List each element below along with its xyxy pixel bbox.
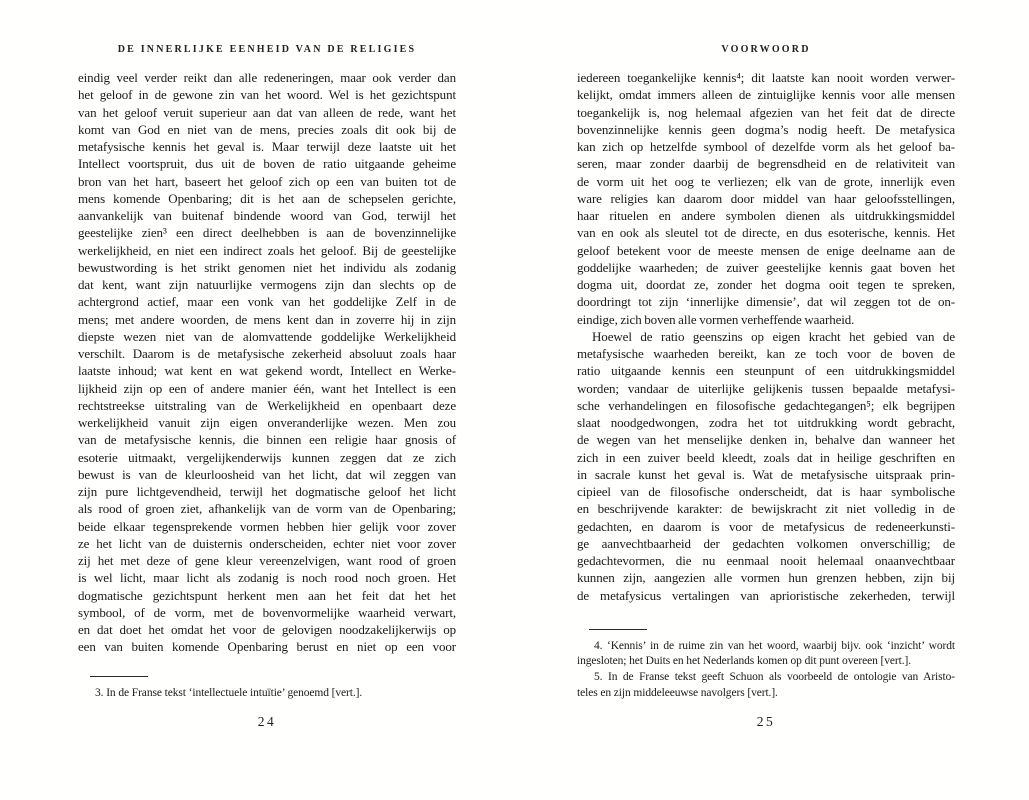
text-line: de vorm uit het oog te verliezen; elk van de grote, innerlijk even — [577, 173, 955, 189]
text-line: gedachtevormen, die nu eenmaal nooit helemaal onaanvechtbaar — [577, 553, 955, 568]
text-line: werkelijkheid vanuit zijn eigen onveranderlijke wezen. Men zou — [78, 415, 456, 430]
text-line: eindige, zich boven alle vormen verheffende waarheid. — [577, 311, 855, 327]
text-line: geestelijke zien³ een direct deelhebben is aan de bovenzinnelijke — [78, 225, 456, 241]
text-line: bewust is van de kleurloosheid van het licht, dat wil zeggen van — [78, 466, 456, 482]
text-line: het geloof in de gewone zin van het woord. Wel is het gezichtspunt — [78, 87, 456, 103]
text-line: bewustwording is het strikt genomen niet het individu als zodanig — [78, 259, 456, 275]
text-line: rechtstreekse uitstraling van de Werkelijkheid en openbaart deze — [78, 397, 456, 413]
text-line: ze het licht van de duisternis onderscheiden, echter niet voor zover — [78, 535, 456, 551]
text-line: esoterie uitmaakt, vergelijkenderwijs kunnen zeggen dat ze zich — [78, 449, 456, 465]
text-line: slaat noodgedwongen, zodra het tot uitdrukking wordt gebracht, — [577, 415, 955, 430]
text-line: aanvankelijk van buitenaf bindende woord van God, terwijl het — [78, 208, 456, 223]
page-number-right: 25 — [756, 714, 776, 729]
text-line: gedachten, en daarom is voor de metafysicus de redeneerkunsti- — [577, 518, 955, 534]
text-line: ge aanvechtbaarheid der gedachten volkomen onverschillig; de — [577, 535, 955, 551]
text-line: teles en zijn middeleeuwse navolgers [vert.]. — [577, 686, 778, 699]
text-line: diepste wezen niet van de alomvattende goddelijke Werkelijkheid — [78, 328, 456, 344]
text-line: laatste inhoud; wat kent en wat gekend wordt, Intellect en Werke- — [78, 363, 456, 379]
text-line: toegankelijk is, nog helemaal afgezien van het feit dat de directe — [577, 104, 955, 120]
running-header-right: VOORWOORD — [721, 44, 811, 55]
text-line: een van buiten komende Openbaring berust en niet op een voor — [78, 639, 456, 655]
text-line: in sacrale kunst het geval is. Wat de metafysische uitspraak prin- — [577, 466, 955, 482]
text-line: dogmatische gezichtspunt herkent men aan het feit dat het het — [78, 587, 456, 603]
text-line: ware religies kan daarom door middel van haar geloofsstellingen, — [577, 190, 955, 206]
text-line: bovenzinnelijke kennis geen dogma’s nodig heeft. De metafysica — [577, 121, 955, 137]
text-line: van en ook als sleutel tot de directe, en dus esoterische, kennis. Het — [577, 225, 955, 241]
text-line: komt van God en niet van de mens, precies zoals dit ook bij de — [78, 121, 456, 137]
text-line: dogma uit, doordat ze, zonder het dogma ooit tegen te spreken, — [577, 277, 955, 292]
text-line: 3. In de Franse tekst ‘intellectuele intuïtie’ genoemd [vert.]. — [95, 686, 363, 699]
text-line: de wegen van het menselijke denken in, behalve dan wanneer het — [577, 432, 955, 448]
footnotes-right — [577, 639, 955, 701]
text-line: cipieel van de filosofische onderscheidt, dat is haar symbolische — [577, 484, 955, 499]
text-line: is wel licht, maar licht als zodanig is noch rood noch groen. Het — [78, 570, 456, 586]
text-line: goddelijke waarheden; de zuiver geestelijke kennis gaat boven het — [577, 259, 955, 275]
text-line: bron van het hart, baseert het geloof zich op een van buiten tot de — [78, 173, 456, 189]
text-line: dat kent, want zijn natuurlijke vermogens zijn dan slechts op de — [78, 277, 456, 292]
body-text-left — [78, 69, 456, 656]
text-line: 4. ‘Kennis’ in de ruime zin van het woord, waarbij bijv. ook ‘inzicht’ wordt — [594, 639, 955, 652]
text-line: symbool, of de vorm, met de bovenvormelijke waarheid verwart, — [78, 604, 456, 620]
text-line: van de metafysische kennis, die binnen een religie haar gnosis of — [78, 432, 456, 448]
text-line: achtergrond actief, maar een vonk van het goddelijke Zelf in de — [78, 294, 456, 310]
footnote-rule-left — [90, 676, 148, 677]
text-line: geloof betekent voor de meeste mensen de enige deelname aan de — [577, 242, 955, 258]
text-line: verschilt. Daarom is de metafysische zekerheid absoluut zoals haar — [78, 346, 456, 361]
text-line: doordringt tot zijn ‘innerlijke dimensie’, dat wil zeggen tot de on- — [577, 294, 955, 310]
text-line: zich in een zuiver beeld kleedt, zoals dat in heilige geschriften en — [577, 449, 955, 465]
text-line: als rood of groen ziet, afhankelijk van de vorm van de Openbaring; — [78, 501, 456, 517]
running-header-left: DE INNERLIJKE EENHEID VAN DE RELIGIES — [117, 44, 417, 55]
text-line: en beschrijvende karakter: de bewijskracht zit niet volledig in de — [577, 501, 955, 517]
text-line: metafysische waarheden bereikt, kan ze toch voor de boven de — [577, 346, 955, 361]
page-right — [577, 0, 955, 800]
text-line: ingesloten; het Duits en het Nederlands komen op dit punt overeen [vert.]. — [577, 655, 911, 668]
footnotes-left — [78, 686, 456, 702]
text-line: van het geloof veruit superieur aan dat van alleen de rede, want het — [78, 104, 456, 120]
text-line: kelijkt, omdat immers alleen de zintuiglijke kennis voor alle mensen — [577, 87, 955, 103]
text-line: kunnen zijn, aangezien alle vormen hun grenzen hebben, zijn bij — [577, 570, 955, 586]
footnote-rule-right — [589, 629, 647, 630]
page-left — [78, 0, 456, 800]
text-line: ratio uitgaande kennis een steunpunt of een uitdrukkingsmiddel — [577, 363, 955, 379]
text-line: lijkheid zijn op een of andere manier één, want het Intellect is een — [78, 380, 456, 396]
body-text-right — [577, 69, 955, 604]
text-line: metafysische kennis het geval is. Maar terwijl deze laatste uit het — [78, 139, 456, 154]
text-line: eindig veel verder reikt dan alle redeneringen, maar ook verder dan — [78, 70, 456, 85]
text-line: Hoewel de ratio geenszins op eigen kracht het gebied van de — [592, 328, 955, 344]
text-line: 5. In de Franse tekst geeft Schuon als voorbeeld de ontologie van Aristo- — [594, 670, 955, 683]
text-line: sche verhandelingen en filosofische gedachtegangen⁵; elk begrijpen — [577, 397, 955, 413]
text-line: worden; vandaar de uiterlijke gelijkenis tussen bepaalde metafysi- — [577, 380, 955, 396]
text-line: de metafysicus vertalingen van aprioristische zekerheden, terwijl — [577, 587, 955, 603]
text-line: werkelijkheid, en niet een indirect zoals het geloof. Bij de geestelijke — [78, 242, 456, 258]
text-line: zij het met deze of gene kleur vereenzelvigen, want rood of groen — [78, 553, 456, 568]
text-line: haar rituelen en andere symbolen dienen als uitdrukkingsmiddel — [577, 208, 955, 223]
text-line: seren, maar zonder daarbij de begrensdheid en de relativiteit van — [577, 156, 955, 172]
page-number-left: 24 — [257, 714, 277, 729]
text-line: en dat doet het omdat het voor de gelovigen noodzakelijkerwijs op — [78, 622, 456, 637]
text-line: kan zich op hetzelfde symbool of dezelfde vorm als het geloof ba- — [577, 139, 955, 154]
text-line: mens; met andere woorden, de mens kent dan in zoverre hij in zijn — [78, 311, 456, 327]
text-line: zijn pure lichtgevendheid, terwijl het dogmatische geloof het licht — [78, 484, 456, 499]
text-line: Intellect voortspruit, dus uit de boven de ratio uitgaande geheime — [78, 156, 456, 172]
text-line: beide elkaar tegensprekende vormen hebben hier gelijk voor zover — [78, 518, 456, 534]
text-line: iedereen toegankelijke kennis⁴; dit laatste kan nooit worden verwer- — [577, 70, 955, 85]
text-line: mens komende Openbaring; dit is het aan de schepselen gerichte, — [78, 190, 456, 206]
